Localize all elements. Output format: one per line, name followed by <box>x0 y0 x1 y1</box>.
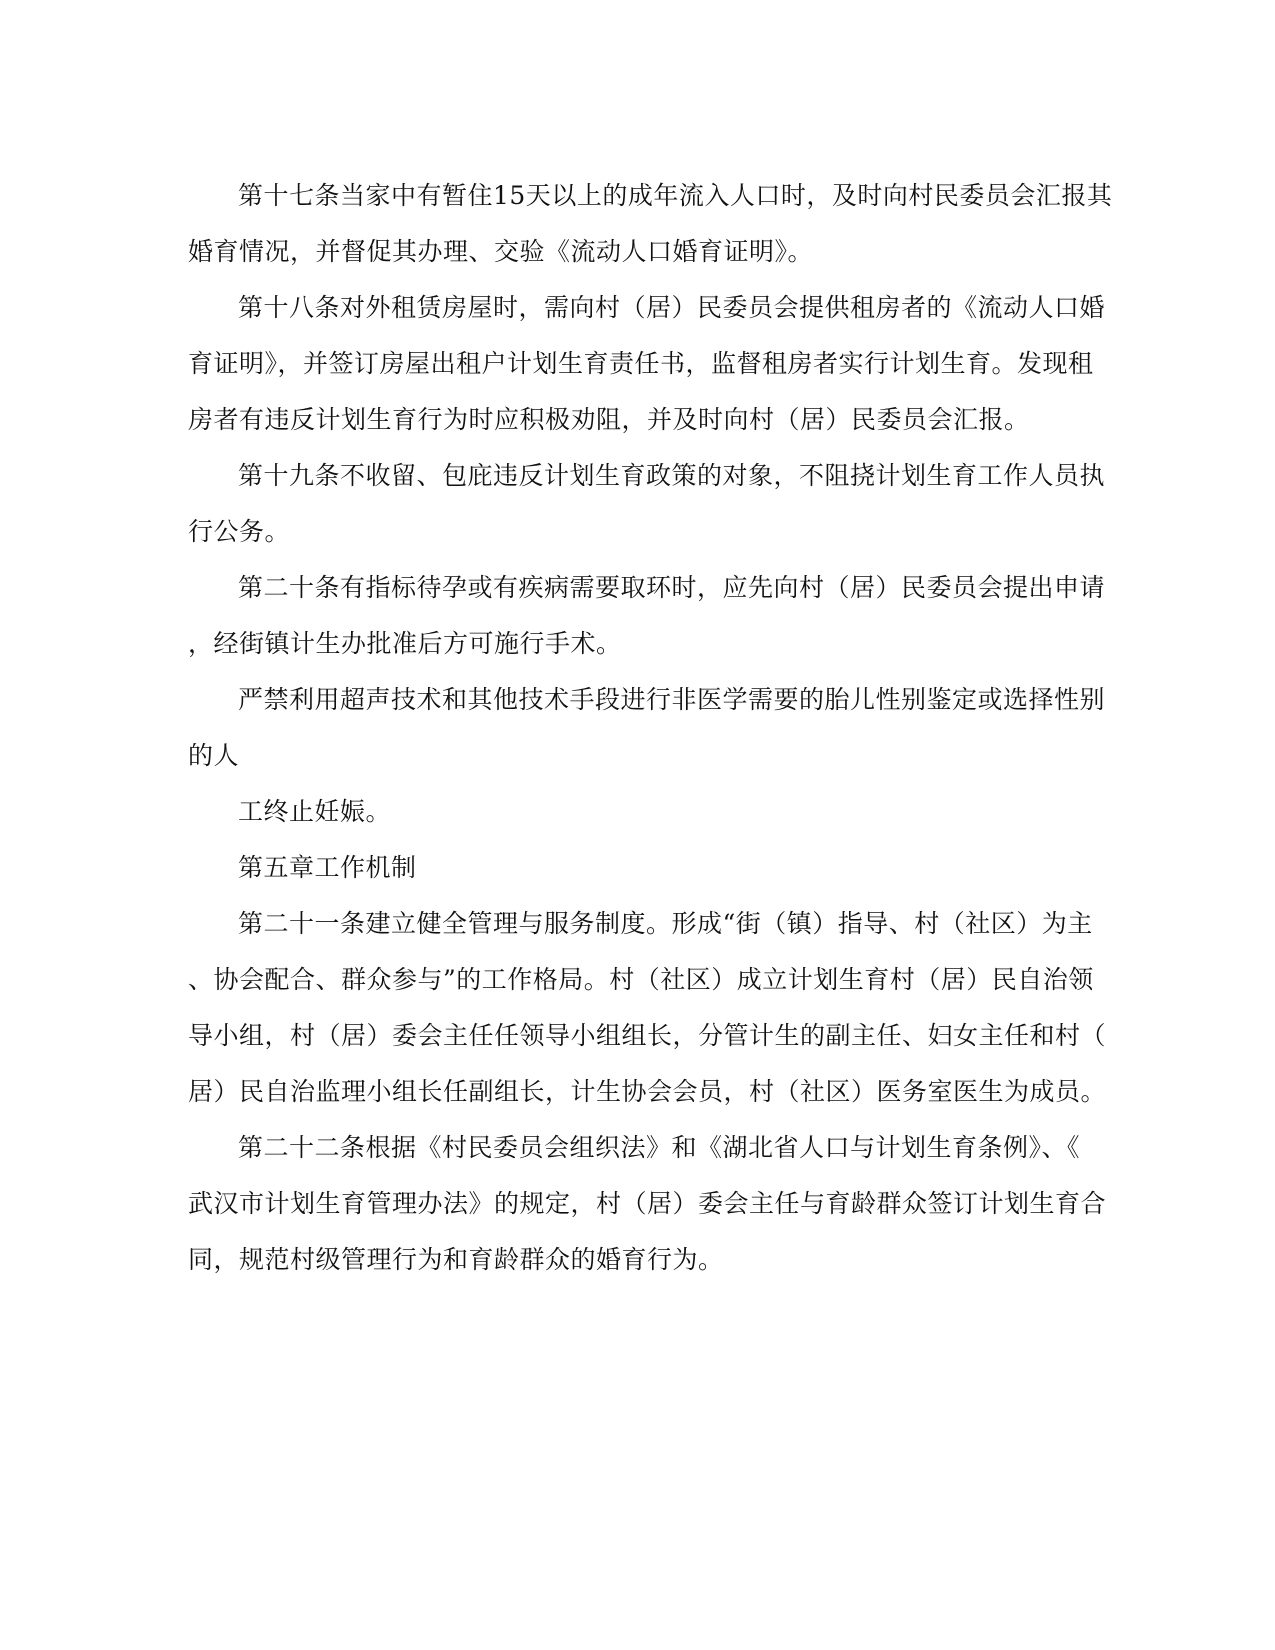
text-line: 育证明》，并签订房屋出租户计划生育责任书，监督租房者实行计划生育。发现租 <box>188 349 1094 378</box>
document-body <box>188 168 1113 1288</box>
text-line: 武汉市计划生育管理办法》的规定，村（居）委会主任与育龄群众签订计划生育合 <box>188 1189 1107 1218</box>
paragraph-article-21 <box>188 896 1107 1120</box>
text-line: 第五章工作机制 <box>238 853 417 882</box>
text-line: 严禁利用超声技术和其他技术手段进行非医学需要的胎儿性别鉴定或选择性别 <box>238 685 1106 714</box>
text-line: 第二十二条根据《村民委员会组织法》和《湖北省人口与计划生育条例》、《 <box>238 1133 1081 1162</box>
paragraph-article-20 <box>188 560 1106 672</box>
text-line: 婚育情况，并督促其办理、交验《流动人口婚育证明》。 <box>188 237 814 266</box>
text-line: 行公务。 <box>188 517 291 546</box>
text-line: 房者有违反计划生育行为时应积极劝阻，并及时向村（居）民委员会汇报。 <box>188 405 1030 434</box>
text-line: 第二十一条建立健全管理与服务制度。形成“街（镇）指导、村（社区）为主 <box>238 909 1093 938</box>
text-line: 工终止妊娠。 <box>238 797 392 826</box>
text-line: 的人 <box>188 741 240 770</box>
text-line: 第十七条当家中有暂住15天以上的成年流入人口时，及时向村民委员会汇报其 <box>238 181 1113 210</box>
paragraph-prohibition <box>188 672 1106 784</box>
paragraph-article-22 <box>188 1120 1107 1288</box>
text-line: ，经街镇计生办批准后方可施行手术。 <box>188 629 622 658</box>
paragraph-article-19 <box>188 448 1106 560</box>
text-line: 第二十条有指标待孕或有疾病需要取环时，应先向村（居）民委员会提出申请 <box>238 573 1106 602</box>
chapter-heading <box>188 840 1088 896</box>
paragraph-article-18 <box>188 280 1106 448</box>
text-line: 、协会配合、群众参与”的工作格局。村（社区）成立计划生育村（居）民自治领 <box>188 965 1094 994</box>
text-line: 第十九条不收留、包庇违反计划生育政策的对象，不阻挠计划生育工作人员执 <box>238 461 1106 490</box>
text-line: 居）民自治监理小组长任副组长，计生协会会员，村（社区）医务室医生为成员。 <box>188 1077 1107 1106</box>
text-line: 导小组，村（居）委会主任任领导小组组长，分管计生的副主任、妇女主任和村（ <box>188 1021 1107 1050</box>
text-line: 同，规范村级管理行为和育龄群众的婚育行为。 <box>188 1245 724 1274</box>
paragraph-article-17 <box>188 168 1113 280</box>
paragraph-prohibition-continued <box>188 784 1088 840</box>
text-line: 第十八条对外租赁房屋时，需向村（居）民委员会提供租房者的《流动人口婚 <box>238 293 1106 322</box>
